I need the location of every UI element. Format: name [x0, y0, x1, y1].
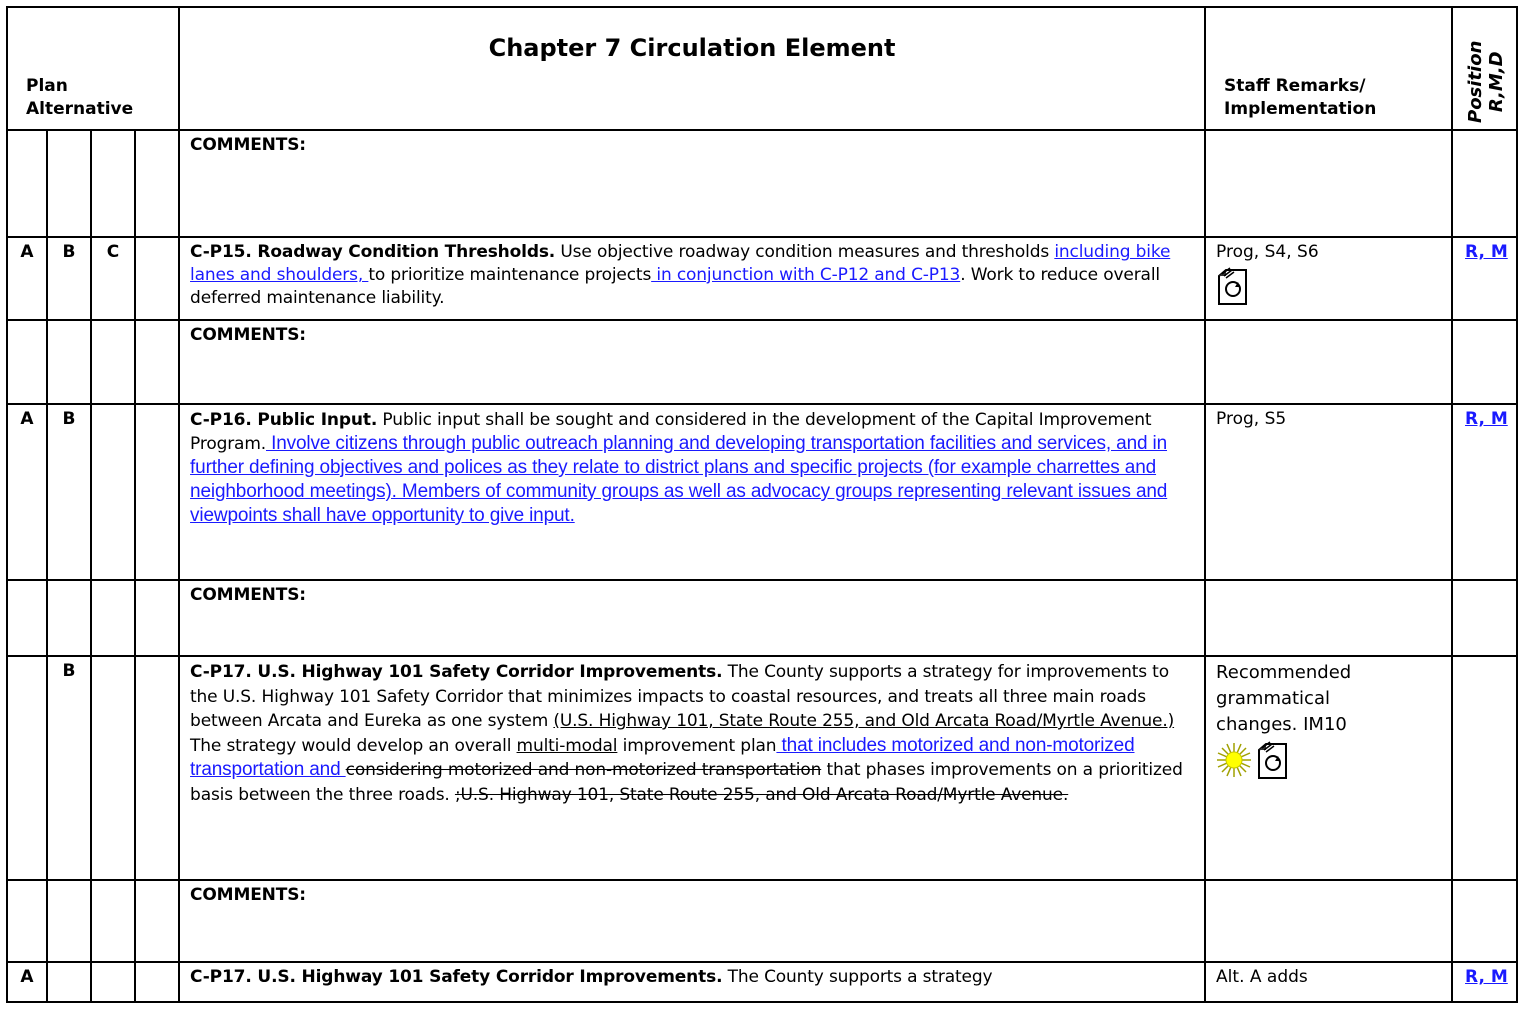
staff-remarks-text: Alt. A adds — [1216, 967, 1308, 987]
policy-text-segment: to prioritize maintenance projects — [368, 265, 652, 285]
comments-row — [7, 320, 1517, 404]
staff-remarks-text: Prog, S5 — [1216, 409, 1287, 429]
policy-text — [179, 962, 1205, 1002]
policy-text-segment: The strategy would develop an overall — [190, 735, 517, 756]
alt-cell — [91, 656, 135, 880]
policy-id: C-P17. U.S. Highway 101 Safety Corridor Improvements. — [190, 967, 723, 987]
comments-row — [7, 880, 1517, 962]
position-link[interactable]: R, M — [1465, 409, 1508, 429]
underlined-text: (U.S. Highway 101, State Route 255, and Old Arcata Road/Myrtle Avenue.) — [553, 711, 1175, 731]
alt-cell: B — [47, 237, 91, 320]
policy-text — [179, 404, 1205, 580]
comments-label: COMMENTS: — [179, 580, 1205, 656]
position-header — [1452, 7, 1517, 130]
policy-text-segment: Public input shall be sought and considered in the development of the Capital Improvement Program. — [190, 410, 1152, 454]
deleted-text: ;U.S. Highway 101, State Route 255, and Old Arcata Road/Myrtle Avenue. — [454, 784, 1069, 805]
position-link[interactable]: R, M — [1465, 242, 1508, 262]
staff-remarks-header — [1205, 7, 1452, 130]
position-cell — [1452, 404, 1517, 580]
comments-row — [7, 580, 1517, 656]
sun-icon — [1216, 742, 1252, 786]
circulation-element-table — [6, 6, 1518, 1003]
policy-text-segment: that phases improvements on a prioritized basis between the three roads. — [190, 760, 1183, 805]
inserted-text: in conjunction with C-P12 and C-P13 — [651, 265, 961, 285]
alt-cell: B — [47, 404, 91, 580]
inserted-text: including bike lanes and shoulders, — [190, 242, 1171, 285]
position-header-line1: Position — [1465, 40, 1487, 123]
cycle-icon — [1216, 266, 1250, 313]
plan-header-line2: Alternative — [26, 99, 134, 119]
policy-row-c-p17-a — [7, 962, 1517, 1002]
position-link[interactable]: R, M — [1465, 967, 1508, 987]
policy-text-segment: . Work to reduce overall deferred maintenance liability. — [190, 265, 1160, 308]
alt-cell: B — [47, 656, 91, 880]
header-row — [7, 7, 1517, 130]
deleted-text: considering motorized and non-motorized transportation — [345, 760, 822, 780]
policy-id: C-P15. Roadway Condition Thresholds. — [190, 242, 556, 262]
position-header-line2: R,M,D — [1486, 51, 1508, 113]
comments-label: COMMENTS: — [179, 880, 1205, 962]
alt-cell: C — [91, 237, 135, 320]
staff-remarks-cell — [1205, 404, 1452, 580]
alt-cell: A — [7, 404, 47, 580]
alt-cell — [47, 962, 91, 1002]
staff-remarks-text: Prog, S4, S6 — [1216, 242, 1319, 262]
cycle-icon — [1256, 740, 1290, 788]
chapter-title: Chapter 7 Circulation Element — [179, 7, 1205, 130]
comments-row — [7, 130, 1517, 237]
policy-text-segment: Use objective roadway condition measures and thresholds — [555, 242, 1055, 262]
alt-cell: A — [7, 962, 47, 1002]
policy-text — [179, 237, 1205, 320]
alt-cell — [7, 656, 47, 880]
comments-label: COMMENTS: — [179, 320, 1205, 404]
plan-alternative-header — [7, 7, 179, 130]
staff-remarks-cell — [1205, 656, 1452, 880]
staff-remarks-cell — [1205, 962, 1452, 1002]
position-cell — [1452, 962, 1517, 1002]
underlined-text: multi-modal — [516, 735, 618, 756]
staff-remarks-line: Recommended — [1216, 662, 1352, 683]
alt-cell — [91, 962, 135, 1002]
policy-row-c-p16 — [7, 404, 1517, 580]
staff-remarks-line: grammatical — [1216, 688, 1330, 709]
policy-row-c-p15 — [7, 237, 1517, 320]
staff-header-line2: Implementation — [1224, 99, 1377, 119]
staff-remarks-cell — [1205, 237, 1452, 320]
alt-cell — [135, 656, 179, 880]
alt-cell — [91, 404, 135, 580]
position-cell — [1452, 237, 1517, 320]
staff-remarks-line: changes. IM10 — [1216, 714, 1347, 735]
alt-cell — [135, 237, 179, 320]
policy-text-segment: The County supports a strategy for improvements to the U.S. Highway 101 Safety Corridor that minimizes impacts to coastal resources, and treats all three main roads between Arcata and Eureka as one system — [190, 662, 1169, 731]
alt-cell: A — [7, 237, 47, 320]
comments-label: COMMENTS: — [179, 130, 1205, 237]
policy-id: C-P16. Public Input. — [190, 410, 378, 430]
policy-id: C-P17. U.S. Highway 101 Safety Corridor Improvements. — [190, 662, 723, 682]
position-cell — [1452, 656, 1517, 880]
inserted-text: Involve citizens through public outreach planning and developing transportation facilities and services, and in further defining objectives and polices as they relate to district plans and specific projects (for example charrettes and neighborhood meetings). Members of community groups as well as advocacy groups representing relevant issues and viewpoints shall have opportunity to give input. — [190, 433, 1168, 526]
policy-text — [179, 656, 1205, 880]
policy-text-segment: improvement plan — [617, 735, 777, 756]
alt-cell — [135, 962, 179, 1002]
staff-header-line1: Staff Remarks/ — [1224, 76, 1366, 96]
alt-cell — [135, 404, 179, 580]
policy-text-segment: The County supports a strategy — [722, 967, 993, 987]
plan-header-line1: Plan — [26, 76, 68, 96]
inserted-text: that includes motorized and non-motorized transportation and — [190, 734, 1135, 780]
policy-row-c-p17-b — [7, 656, 1517, 880]
